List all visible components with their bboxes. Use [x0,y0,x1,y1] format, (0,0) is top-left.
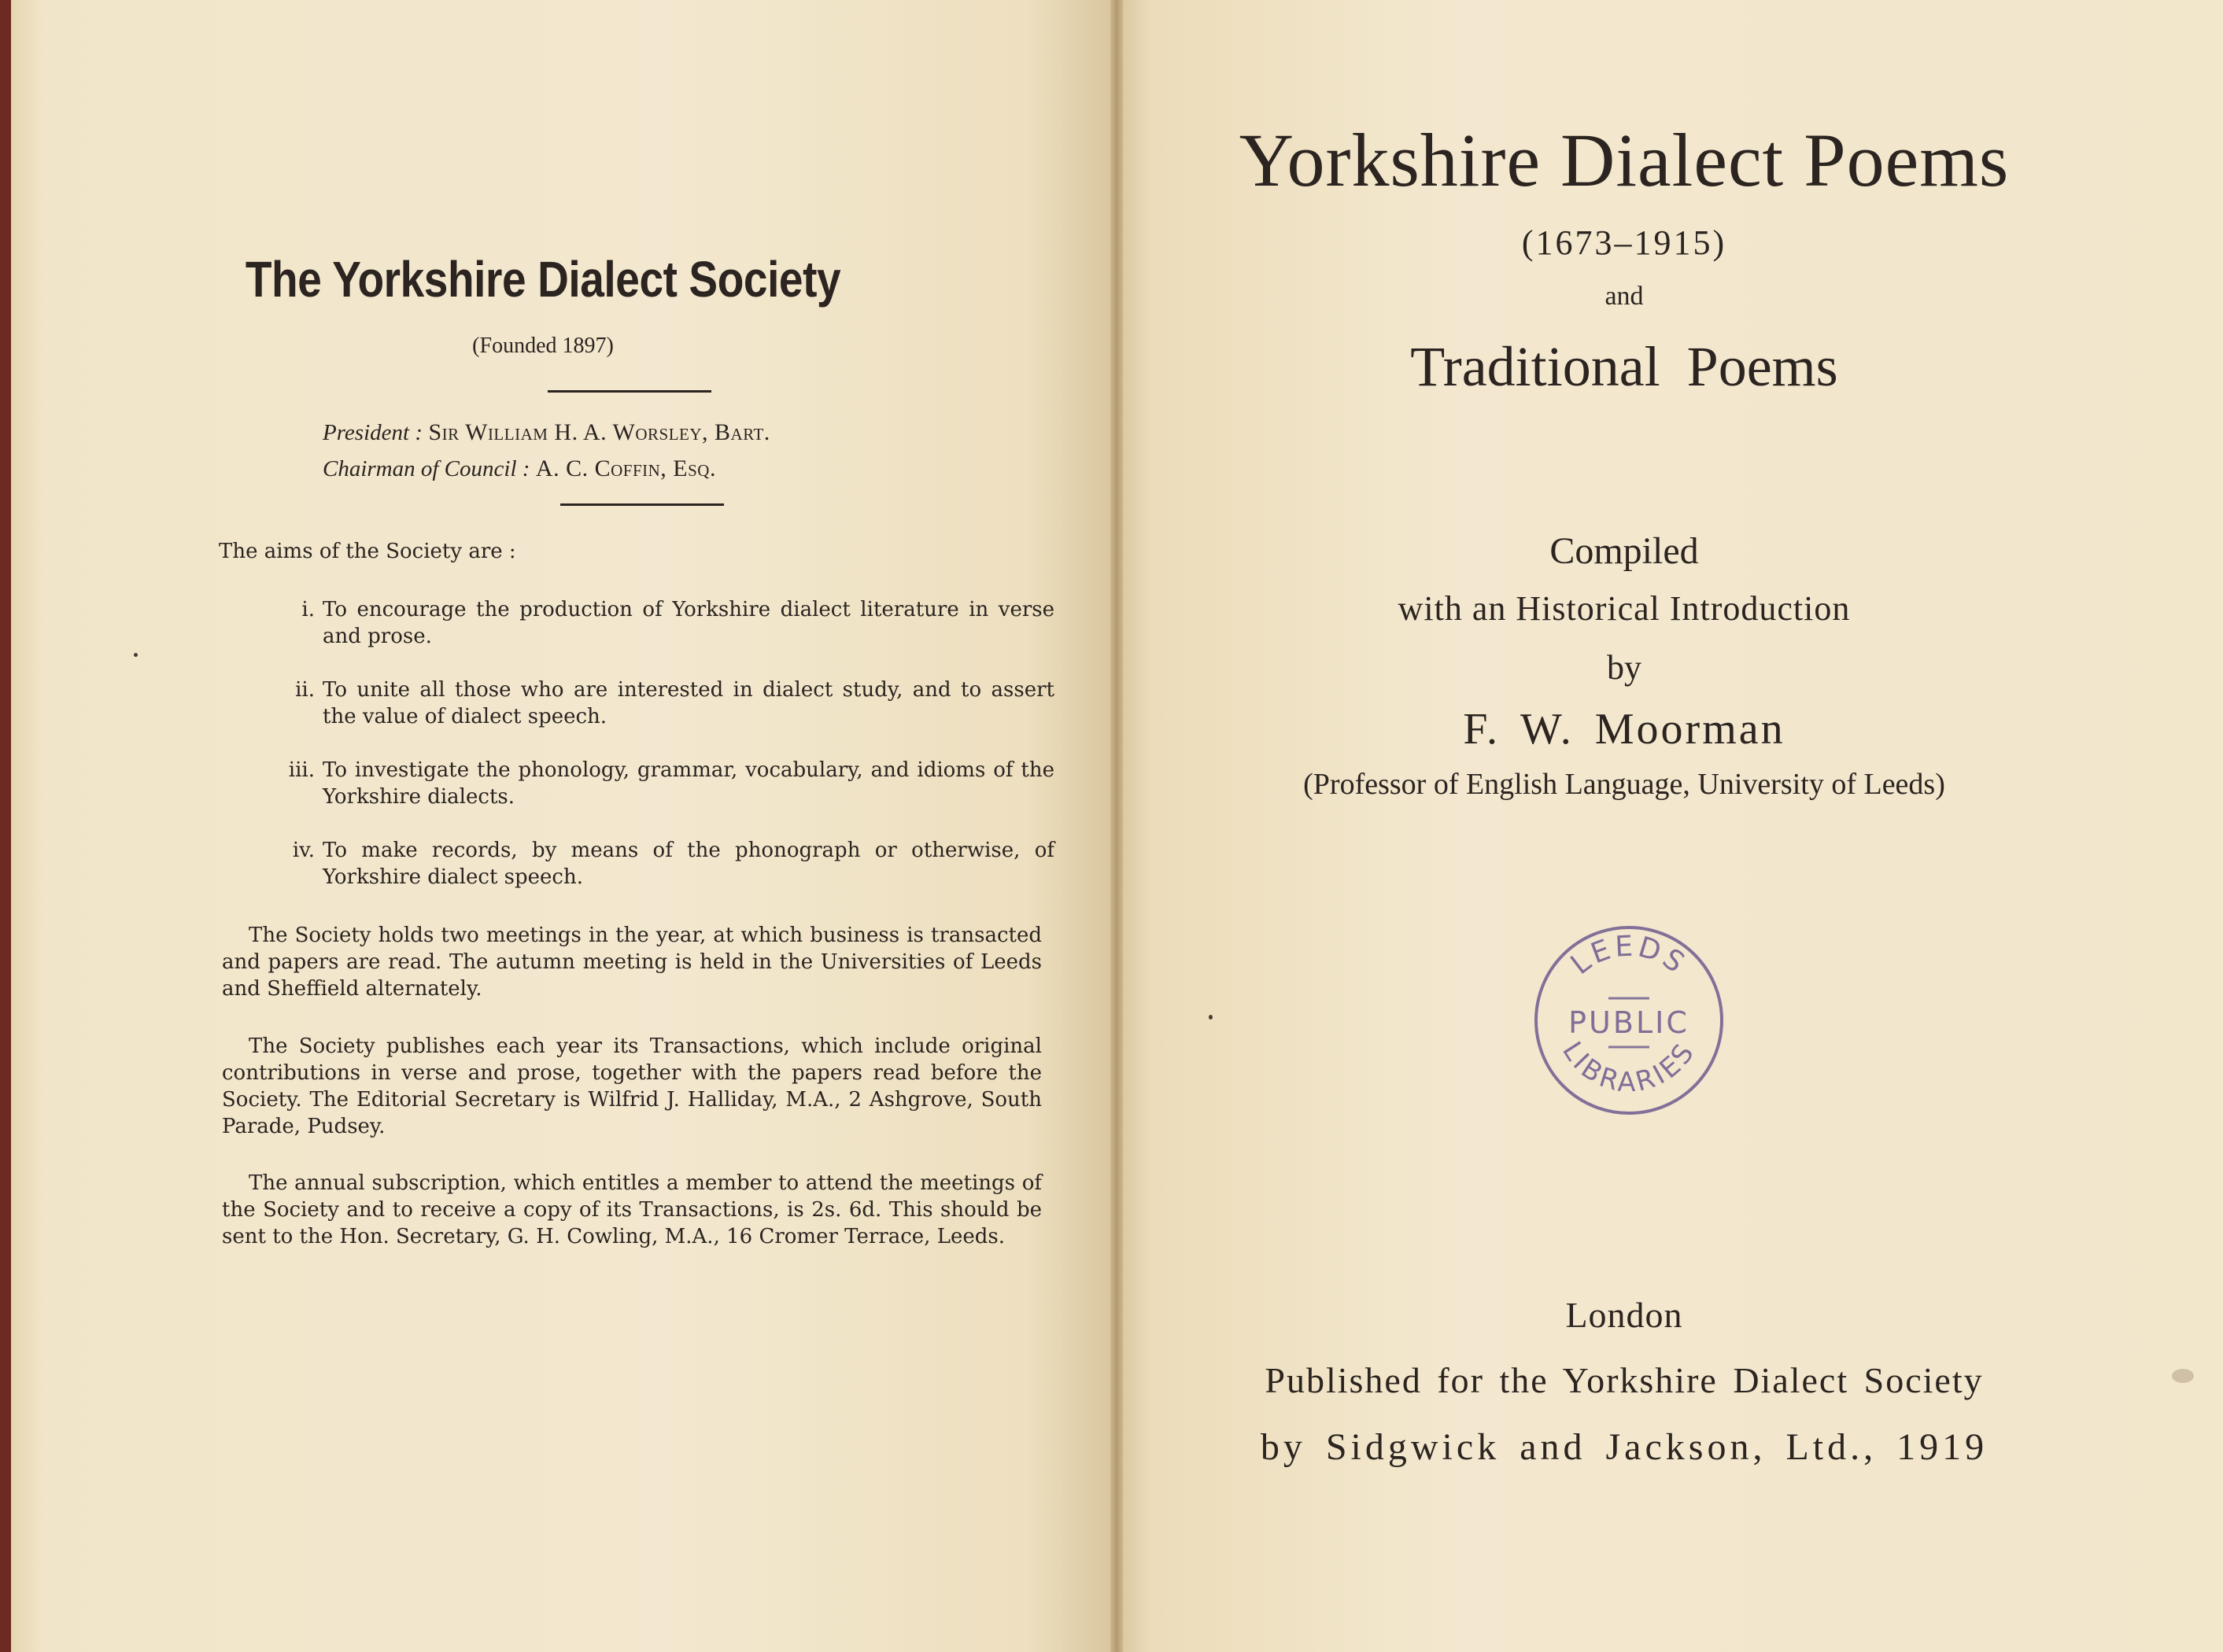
introduction-note: with an Historical Introduction [1398,589,1851,628]
book-title: Yorkshire Dialect Poems [1239,118,2010,202]
aim-number: iv. [292,839,315,862]
paper-speck [134,653,138,657]
publisher-line-1: Published for the Yorkshire Dialect Society [1265,1360,1984,1400]
aim-text: To investigate the phonology, grammar, vocabulary, and idioms of the Yorkshire dialects. [323,758,1054,809]
meetings-paragraph: The Society holds two meetings in the year, at which business is transacted and papers are read. The autumn meeting is held in the Universities of Leeds and Sheffield alternately. [222,924,1042,1001]
subscription-paragraph: The annual subscription, which entitles a member to attend the meetings of the Society and to receive a copy of its Transactions, is 2s. 6d. This should be sent to the Hon. Secretary, G. H. Cowling, M.A., 16 Cromer Terrace, Leeds. [222,1171,1042,1248]
officer-name: A. C. Coffin, Esq. [535,455,716,481]
officers-block [323,415,770,487]
society-title: The Yorkshire Dialect Society [245,251,841,308]
publisher-line-2: by Sidgwick and Jackson, Ltd., 1919 [1260,1426,1989,1468]
aim-text: To encourage the production of Yorkshire dialect literature in verse and prose. [323,598,1054,648]
compiled-label: Compiled [1549,530,1699,572]
svg-text:LIBRARIES [1556,1036,1702,1098]
aim-text: To make records, by means of the phonograph or otherwise, of Yorkshire dialect speech. [323,839,1054,889]
officer-chairman [323,451,770,487]
stamp-bottom-text: LIBRARIES [1556,1036,1702,1099]
aim-number: iii. [288,758,315,782]
aim-item [268,596,1054,650]
aim-number: i. [301,598,315,621]
officer-president [323,415,770,451]
transactions-paragraph: The Society publishes each year its Transactions, which include original contributions in verse and prose, together with the papers read before the Society. The Editorial Secretary is Wilfrid J. Halliday, M.A., 2 Ashgrove, South Parade, Pudsey. [222,1034,1042,1138]
stamp-top-text: LEEDS [1564,930,1693,982]
aim-item [268,757,1054,810]
paper-speck [1209,1015,1213,1020]
stamp-middle-text: PUBLIC [1568,1005,1689,1040]
library-stamp [1531,923,1726,1118]
divider-top [548,390,711,393]
founded-note: (Founded 1897) [472,334,614,358]
officer-role: President : [323,420,423,445]
by-label: by [1607,648,1641,687]
conjunction-and: and [1604,282,1644,311]
aims-list [268,596,1054,917]
book-subtitle: Traditional Poems [1410,335,1838,398]
officer-name: Sir William H. A. Worsley, Bart. [428,419,770,445]
officer-role: Chairman of Council : [323,456,530,481]
publication-city: London [1565,1295,1683,1335]
divider-bottom [560,503,724,506]
aim-text: To unite all those who are interested in dialect study, and to assert the value of dialect speech. [323,678,1054,728]
date-range: (1673–1915) [1521,223,1727,262]
author-affiliation: (Professor of English Language, University of Leeds) [1303,768,1945,801]
aims-intro: The aims of the Society are : [219,540,516,563]
author-name: F. W. Moorman [1463,705,1785,754]
aim-item [268,677,1054,730]
aim-item [268,837,1054,891]
paper-stain [2172,1369,2194,1383]
aim-number: ii. [295,678,315,702]
